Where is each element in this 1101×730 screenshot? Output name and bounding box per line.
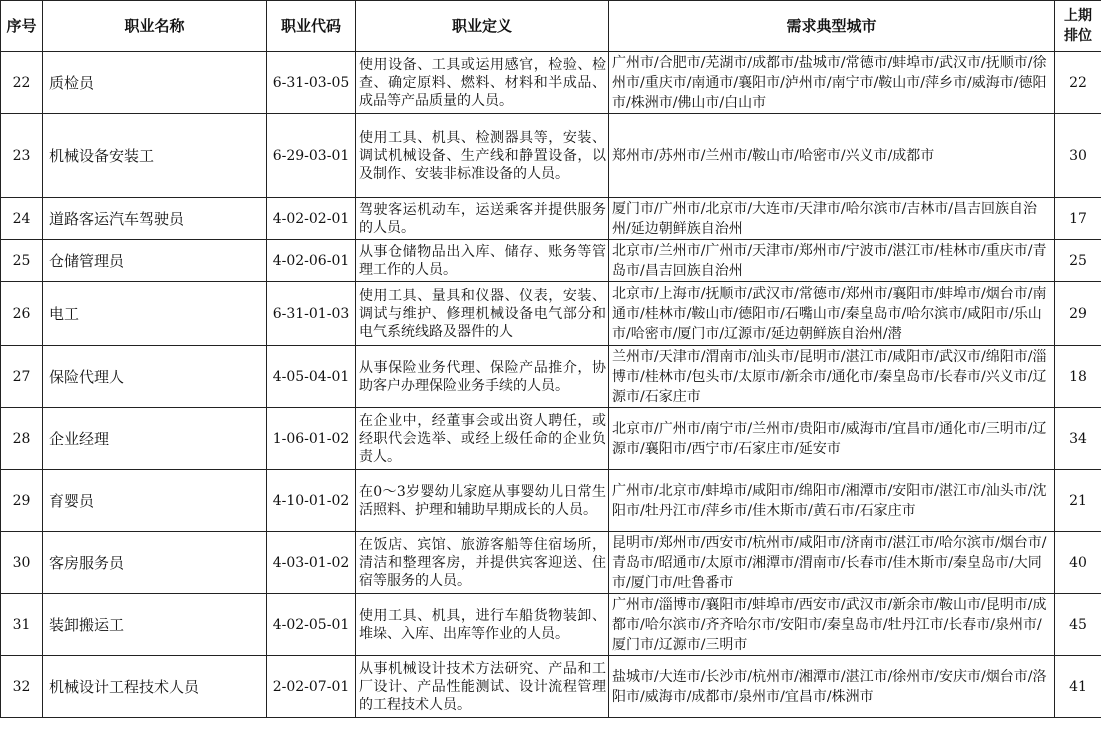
row-occupation-name: 企业经理 (43, 408, 267, 470)
row-last-rank: 25 (1055, 240, 1101, 282)
header-row (1, 1, 1101, 52)
header-cities: 需求典型城市 (609, 1, 1055, 52)
table-row (1, 282, 1101, 346)
row-index: 26 (1, 282, 43, 346)
table-row (1, 346, 1101, 408)
row-occupation-code: 6-31-03-05 (267, 52, 356, 114)
row-index: 31 (1, 594, 43, 656)
row-occupation-name: 保险代理人 (43, 346, 267, 408)
row-occupation-code: 6-31-01-03 (267, 282, 356, 346)
row-occupation-name: 装卸搬运工 (43, 594, 267, 656)
row-cities: 广州市/北京市/蚌埠市/咸阳市/绵阳市/湘潭市/安阳市/湛江市/汕头市/沈阳市/牡丹江市/萍乡市/佳木斯市/黄石市/石家庄市 (609, 470, 1055, 532)
row-definition: 在0～3岁婴幼儿家庭从事婴幼儿日常生活照料、护理和辅助早期成长的人员。 (356, 470, 609, 532)
header-index: 序号 (1, 1, 43, 52)
header-definition: 职业定义 (356, 1, 609, 52)
row-occupation-name: 质检员 (43, 52, 267, 114)
table-row (1, 198, 1101, 240)
row-last-rank: 41 (1055, 656, 1101, 718)
row-index: 22 (1, 52, 43, 114)
row-last-rank: 29 (1055, 282, 1101, 346)
header-code: 职业代码 (267, 1, 356, 52)
row-index: 32 (1, 656, 43, 718)
row-index: 27 (1, 346, 43, 408)
row-occupation-name: 机械设计工程技术人员 (43, 656, 267, 718)
row-occupation-code: 4-03-01-02 (267, 532, 356, 594)
row-occupation-name: 电工 (43, 282, 267, 346)
row-occupation-code: 4-02-05-01 (267, 594, 356, 656)
row-definition: 使用工具、机具，进行车船货物装卸、堆垛、入库、出库等作业的人员。 (356, 594, 609, 656)
row-occupation-code: 2-02-07-01 (267, 656, 356, 718)
row-cities: 郑州市/苏州市/兰州市/鞍山市/哈密市/兴义市/成都市 (609, 114, 1055, 198)
header-name: 职业名称 (43, 1, 267, 52)
row-cities: 广州市/淄博市/襄阳市/蚌埠市/西安市/武汉市/新余市/鞍山市/昆明市/成都市/哈尔滨市/齐齐哈尔市/安阳市/秦皇岛市/牡丹江市/长春市/泉州市/厦门市/辽源市/三明市 (609, 594, 1055, 656)
row-index: 30 (1, 532, 43, 594)
row-cities: 昆明市/郑州市/西安市/杭州市/咸阳市/济南市/湛江市/哈尔滨市/烟台市/青岛市/昭通市/太原市/湘潭市/渭南市/长春市/佳木斯市/秦皇岛市/大同市/厦门市/吐鲁番市 (609, 532, 1055, 594)
row-index: 29 (1, 470, 43, 532)
row-last-rank: 40 (1055, 532, 1101, 594)
table-row (1, 656, 1101, 718)
row-definition: 使用设备、工具或运用感官，检验、检查、确定原料、燃料、材料和半成品、成品等产品质量的人员。 (356, 52, 609, 114)
row-last-rank: 34 (1055, 408, 1101, 470)
table-row (1, 52, 1101, 114)
row-last-rank: 21 (1055, 470, 1101, 532)
row-index: 28 (1, 408, 43, 470)
row-definition: 从事仓储物品出入库、储存、账务等管理工作的人员。 (356, 240, 609, 282)
row-occupation-code: 4-02-06-01 (267, 240, 356, 282)
table-row (1, 470, 1101, 532)
row-cities: 广州市/合肥市/芜湖市/成都市/盐城市/常德市/蚌埠市/武汉市/抚顺市/徐州市/重庆市/南通市/襄阳市/泸州市/南宁市/鞍山市/萍乡市/威海市/德阳市/株洲市/佛山市/白山市 (609, 52, 1055, 114)
row-definition: 在饭店、宾馆、旅游客船等住宿场所，清洁和整理客房，并提供宾客迎送、住宿等服务的人员。 (356, 532, 609, 594)
row-definition: 从事机械设计技术方法研究、产品和工厂设计、产品性能测试、设计流程管理的工程技术人员。 (356, 656, 609, 718)
row-occupation-name: 机械设备安装工 (43, 114, 267, 198)
row-index: 24 (1, 198, 43, 240)
row-occupation-name: 育婴员 (43, 470, 267, 532)
row-occupation-code: 4-05-04-01 (267, 346, 356, 408)
table-row (1, 408, 1101, 470)
row-occupation-code: 4-10-01-02 (267, 470, 356, 532)
row-cities: 北京市/兰州市/广州市/天津市/郑州市/宁波市/湛江市/桂林市/重庆市/青岛市/昌吉回族自治州 (609, 240, 1055, 282)
row-occupation-code: 4-02-02-01 (267, 198, 356, 240)
row-cities: 盐城市/大连市/长沙市/杭州市/湘潭市/湛江市/徐州市/安庆市/烟台市/洛阳市/威海市/成都市/泉州市/宜昌市/株洲市 (609, 656, 1055, 718)
row-occupation-code: 6-29-03-01 (267, 114, 356, 198)
table-row (1, 114, 1101, 198)
row-last-rank: 22 (1055, 52, 1101, 114)
row-cities: 北京市/广州市/南宁市/兰州市/贵阳市/威海市/宜昌市/通化市/三明市/辽源市/襄阳市/西宁市/石家庄市/延安市 (609, 408, 1055, 470)
row-cities: 兰州市/天津市/渭南市/汕头市/昆明市/湛江市/咸阳市/武汉市/绵阳市/淄博市/桂林市/包头市/太原市/新余市/通化市/秦皇岛市/长春市/兴义市/辽源市/石家庄市 (609, 346, 1055, 408)
row-occupation-name: 客房服务员 (43, 532, 267, 594)
table-row (1, 594, 1101, 656)
row-last-rank: 18 (1055, 346, 1101, 408)
header-last-rank: 上期排位 (1055, 1, 1101, 52)
row-last-rank: 17 (1055, 198, 1101, 240)
row-index: 23 (1, 114, 43, 198)
row-index: 25 (1, 240, 43, 282)
row-occupation-code: 1-06-01-02 (267, 408, 356, 470)
row-definition: 使用工具、机具、检测器具等，安装、调试机械设备、生产线和静置设备，以及制作、安装非标准设备的人员。 (356, 114, 609, 198)
table-row (1, 240, 1101, 282)
row-definition: 使用工具、量具和仪器、仪表，安装、调试与维护、修理机械设备电气部分和电气系统线路及器件的人 (356, 282, 609, 346)
row-definition: 驾驶客运机动车，运送乘客并提供服务的人员。 (356, 198, 609, 240)
row-occupation-name: 道路客运汽车驾驶员 (43, 198, 267, 240)
row-definition: 从事保险业务代理、保险产品推介，协助客户办理保险业务手续的人员。 (356, 346, 609, 408)
row-last-rank: 45 (1055, 594, 1101, 656)
row-last-rank: 30 (1055, 114, 1101, 198)
row-occupation-name: 仓储管理员 (43, 240, 267, 282)
row-cities: 北京市/上海市/抚顺市/武汉市/常德市/郑州市/襄阳市/蚌埠市/烟台市/南通市/桂林市/鞍山市/德阳市/石嘴山市/秦皇岛市/哈尔滨市/咸阳市/乐山市/哈密市/厦门市/辽源市/延边朝鲜族自治州/潜 (609, 282, 1055, 346)
row-definition: 在企业中，经董事会或出资人聘任，或经职代会选举、或经上级任命的企业负责人。 (356, 408, 609, 470)
row-cities: 厦门市/广州市/北京市/大连市/天津市/哈尔滨市/吉林市/昌吉回族自治州/延边朝鲜族自治州 (609, 198, 1055, 240)
table-row (1, 532, 1101, 594)
